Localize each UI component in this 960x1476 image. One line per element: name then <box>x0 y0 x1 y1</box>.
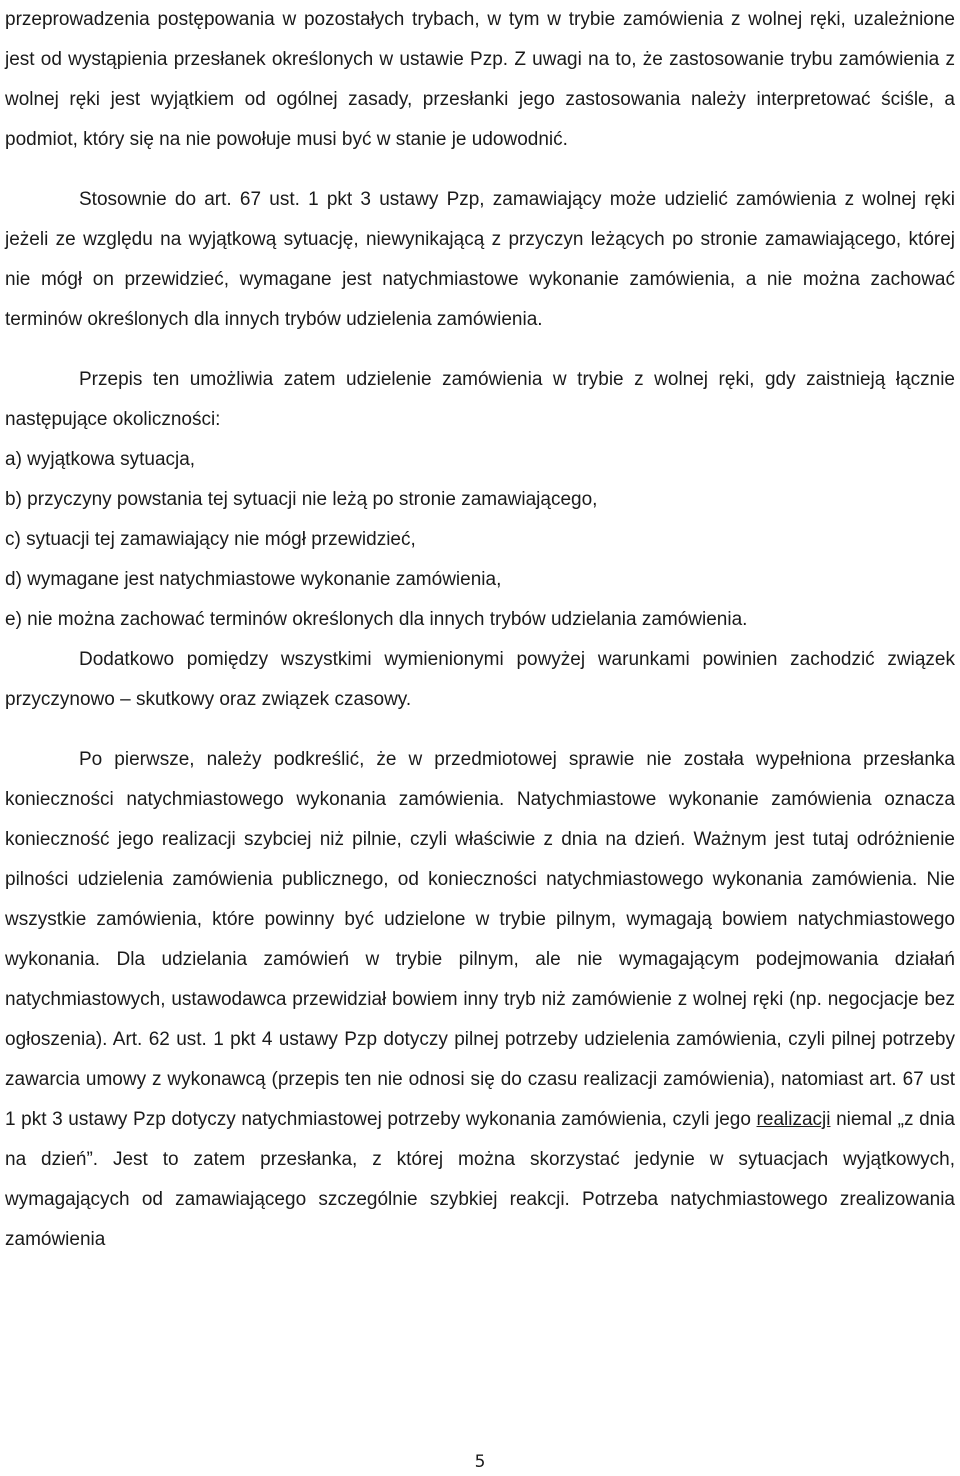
paragraph-intro: przeprowadzenia postępowania w pozostałych trybach, w tym w trybie zamówienia z wolnej ręki, uzależnione jest od wystąpienia przesłanek określonych w ustawie Pzp. Z uwagi na to, że zastosowanie trybu zamówienia z wolnej ręki jest wyjątkiem od ogólnej zasady, przesłanki jego zastosowania należy interpretować ściśle, a podmiot, który się na nie powołuje musi być w stanie je udowodnić. <box>5 9 955 150</box>
paragraph-text-before: Po pierwsze, należy podkreślić, że w przedmiotowej sprawie nie została wypełniona przesłanka konieczności natychmiastowego wykonania zamówienia. Natychmiastowe wykonanie zamówienia oznacza konieczność jego realizacji szybciej niż pilnie, czyli właściwie z dnia na dzień. Ważnym jest tutaj odróżnienie pilności udzielenia zamówienia publicznego, od konieczności natychmiastowego wykonania zamówienia. Nie wszystkie zamówienia, które powinny być udzielone w trybie pilnym, wymagają bowiem natychmiastowego wykonania. Dla udzielania zamówień w trybie pilnym, ale nie wymagającym podejmowania działań natychmiastowych, ustawodawca przewidział bowiem inny tryb niż zamówienie z wolnej ręki (np. negocjacje bez ogłoszenia). Art. 62 ust. 1 pkt 4 ustawy Pzp dotyczy pilnej potrzeby udzielenia zamówienia, czyli pilnej potrzeby zawarcia umowy z wykonawcą (przepis ten nie odnosi się do czasu realizacji zamówienia), natomiast art. 67 ust 1 pkt 3 ustawy Pzp dotyczy natychmiastowej potrzeby wykonania zamówienia, czyli jego <box>5 749 955 1130</box>
paragraph-text-after: niemal „z dnia na dzień”. Jest to zatem przesłanka, z której można skorzystać jedynie w sytuacjach wyjątkowych, wymagających od zamawiającego szczególnie szybkiej reakcji. Potrzeba natychmiastowego zrealizowania zamówienia <box>5 1109 955 1250</box>
list-item: a) wyjątkowa sytuacja, <box>5 449 196 470</box>
conditions-list <box>5 440 955 640</box>
paragraph-causal-link: Dodatkowo pomiędzy wszystkimi wymienionymi powyżej warunkami powinien zachodzić związek przyczynowo – skutkowy oraz związek czasowy. <box>5 649 955 710</box>
paragraph-conditions-intro: Przepis ten umożliwia zatem udzielenie zamówienia w trybie z wolnej ręki, gdy zaistnieją łącznie następujące okoliczności: <box>5 369 955 430</box>
paragraph-art-67: Stosownie do art. 67 ust. 1 pkt 3 ustawy Pzp, zamawiający może udzielić zamówienia z wolnej ręki jeżeli ze względu na wyjątkową sytuację, niewynikającą z przyczyn leżących po stronie zamawiającego, której nie mógł on przewidzieć, wymagane jest natychmiastowe wykonanie zamówienia, a nie można zachować terminów określonych dla innych trybów udzielenia zamówienia. <box>5 189 955 330</box>
list-item: e) nie można zachować terminów określonych dla innych trybów udzielania zamówienia. <box>5 609 748 630</box>
list-item: c) sytuacji tej zamawiający nie mógł przewidzieć, <box>5 529 416 550</box>
list-item: b) przyczyny powstania tej sytuacji nie leżą po stronie zamawiającego, <box>5 489 598 510</box>
page-number: 5 <box>474 1452 486 1472</box>
document-page <box>5 0 955 1260</box>
underlined-word: realizacji <box>756 1109 831 1130</box>
list-item: d) wymagane jest natychmiastowe wykonanie zamówienia, <box>5 569 502 590</box>
paragraph-first-argument <box>5 740 955 1260</box>
